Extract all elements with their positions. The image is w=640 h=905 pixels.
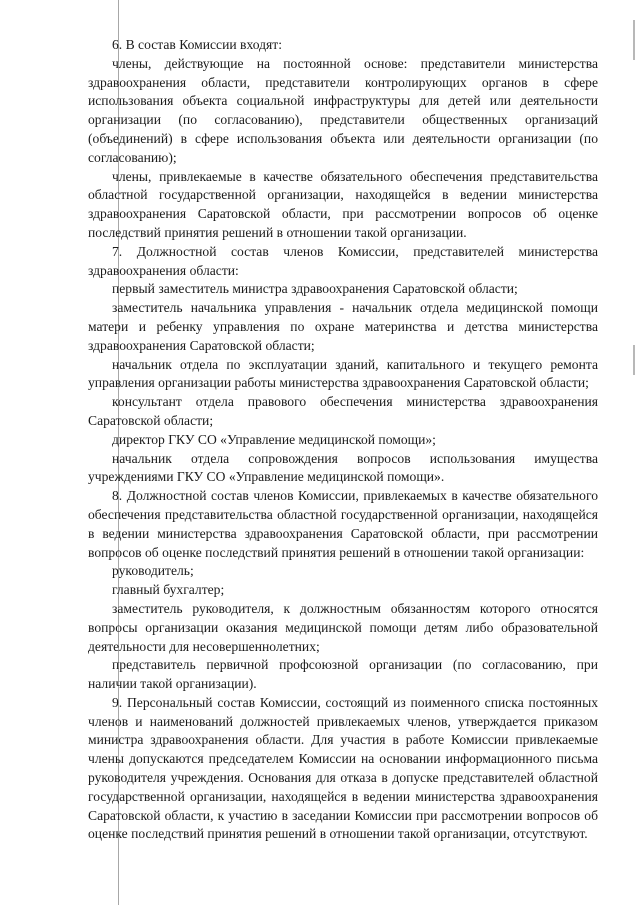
paragraph-invited-members: члены, привлекаемые в качестве обязательного обеспечения представительства областной государственной организации, находящейся в ведении министерства здравоохранения Саратовской области, при рассмотрении вопросов об оценке последствий принятия решений в отношении такой организации.: [88, 168, 598, 240]
list-item-first-deputy-minister: первый заместитель министра здравоохранения Саратовской области;: [112, 281, 518, 297]
paragraph-7-heading: 7. Должностной состав членов Комиссии, представителей министерства здравоохранения области:: [88, 243, 598, 278]
list-item-deputy-head-department: заместитель начальника управления - начальник отдела медицинской помощи матери и ребенку управления по охране материнства и детства министерства здравоохранения Саратовской области;: [88, 300, 598, 353]
list-item-head-buildings-department: начальник отдела по эксплуатации зданий, капитального и текущего ремонта управления организации работы министерства здравоохранения Саратовской области;: [88, 356, 598, 391]
list-item-head: руководитель;: [112, 563, 194, 579]
paragraph-permanent-members: члены, действующие на постоянной основе: представители министерства здравоохранения области, представители контролирующих органов в сфере использования объекта социальной инфраструктуры для детей или деятельности организации (по согласованию), представители общественных организаций (объединений) в сфере использования объекта или деятельности организации (по согласованию);: [88, 55, 598, 165]
list-item-legal-consultant: консультант отдела правового обеспечения министерства здравоохранения Саратовской области;: [88, 394, 598, 428]
scan-edge-mark-middle: [633, 345, 635, 375]
list-item-property-department-head: начальник отдела сопровождения вопросов использования имущества учреждениями ГКУ СО «Управление медицинской помощи».: [88, 450, 598, 485]
paragraph-9: 9. Персональный состав Комиссии, состоящий из поименного списка постоянных членов и наименований должностей привлекаемых членов, утверждается приказом министра здравоохранения области. Для участия в работе Комиссии привлекаемые члены допускаются председателем Комиссии на основании информационного письма руководителя учреждения. Основания для отказа в допуске представителей областной государственной организации, находящейся в ведении министерства здравоохранения Саратовской области, к участию в заседании Комиссии при рассмотрении вопросов об оценке последствий принятия решений в отношении такой организации, отсутствуют.: [88, 694, 598, 842]
document-body: [88, 36, 598, 844]
list-item-deputy-head: заместитель руководителя, к должностным обязанностям которого относятся вопросы организации оказания медицинской помощи детям либо образовательной деятельности для несовершеннолетних;: [88, 600, 598, 654]
scan-edge-mark-top: [633, 20, 635, 60]
paragraph-8-heading: 8. Должностной состав членов Комиссии, привлекаемых в качестве обязательного обеспечения представительства областной государственной организации, находящейся в ведении министерства здравоохранения Саратовской области, при рассмотрении вопросов об оценке последствий принятия решений в отношении такой организации:: [88, 488, 598, 560]
list-item-union-representative: представитель первичной профсоюзной организации (по согласованию, при наличии такой организации).: [88, 657, 598, 692]
paragraph-6-heading: 6. В состав Комиссии входят:: [112, 37, 283, 52]
list-item-gku-director: директор ГКУ СО «Управление медицинской помощи»;: [112, 431, 436, 447]
list-item-chief-accountant: главный бухгалтер;: [112, 582, 225, 598]
